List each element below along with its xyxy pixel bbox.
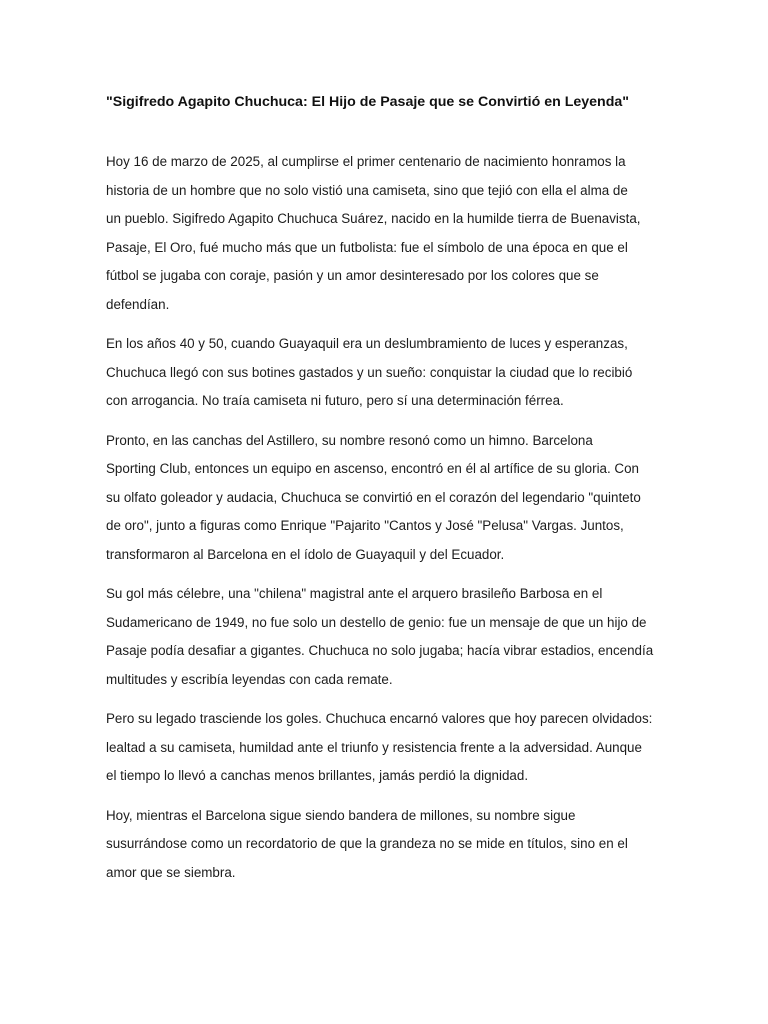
paragraph-line: lealtad a su camiseta, humildad ante el triunfo y resistencia frente a la adversidad. Aunque	[106, 739, 642, 755]
paragraph-line: En los años 40 y 50, cuando Guayaquil era un deslumbramiento de luces y esperanzas,	[106, 336, 628, 351]
paragraph	[106, 330, 662, 416]
paragraph-line: fútbol se jugaba con coraje, pasión y un amor desinteresado por los colores que se	[106, 268, 599, 283]
document-title: "Sigifredo Agapito Chuchuca: El Hijo de Pasaje que se Convirtió en Leyenda"	[106, 94, 629, 110]
paragraph-line: Hoy, mientras el Barcelona sigue siendo bandera de millones, su nombre sigue	[106, 807, 576, 823]
paragraph-line: Sporting Club, entonces un equipo en ascenso, encontró en él al artífice de su gloria. Con	[106, 461, 639, 476]
paragraph-line: su olfato goleador y audacia, Chuchuca se convirtió en el corazón del legendario "quinteto	[106, 489, 641, 505]
paragraph-line: de oro", junto a figuras como Enrique "Pajarito "Cantos y José "Pelusa" Vargas. Juntos,	[106, 518, 624, 533]
paragraph-line: Chuchuca llegó con sus botines gastados y un sueño: conquistar la ciudad que lo recibió	[106, 364, 633, 380]
paragraph	[106, 802, 662, 888]
document-body	[106, 148, 662, 898]
paragraph-line: amor que se siembra.	[106, 864, 236, 880]
paragraph-line: Su gol más célebre, una "chilena" magistral ante el arquero brasileño Barbosa en el	[106, 586, 603, 601]
paragraph	[106, 427, 662, 570]
paragraph	[106, 580, 662, 694]
paragraph	[106, 705, 662, 791]
paragraph-line: Pero su legado trasciende los goles. Chuchuca encarnó valores que hoy parecen olvidados:	[106, 711, 653, 726]
paragraph-line: susurrándose como un recordatorio de que la grandeza no se mide en títulos, sino en el	[106, 836, 628, 851]
paragraph-line: defendían.	[106, 296, 170, 312]
paragraph-line: con arrogancia. No traía camiseta ni futuro, pero sí una determinación férrea.	[106, 393, 564, 408]
paragraph-line: un pueblo. Sigifredo Agapito Chuchuca Suárez, nacido en la humilde tierra de Buenavista,	[106, 211, 641, 226]
paragraph-line: historia de un hombre que no solo vistió una camiseta, sino que tejió con ella el alma de	[106, 182, 628, 198]
paragraph-line: Hoy 16 de marzo de 2025, al cumplirse el primer centenario de nacimiento honramos la	[106, 154, 626, 169]
paragraph	[106, 148, 662, 319]
paragraph-line: multitudes y escribía leyendas con cada remate.	[106, 671, 393, 687]
paragraph-line: Pasaje, El Oro, fué mucho más que un futbolista: fue el símbolo de una época en que el	[106, 239, 628, 255]
paragraph-line: Sudamericano de 1949, no fue solo un destello de genio: fue un mensaje de que un hijo de	[106, 614, 647, 630]
paragraph-line: el tiempo lo llevó a canchas menos brillantes, jamás perdió la dignidad.	[106, 768, 529, 783]
paragraph-line: Pasaje podía desafiar a gigantes. Chuchuca no solo jugaba; hacía vibrar estadios, encendía	[106, 643, 654, 658]
document-page	[106, 0, 662, 1024]
paragraph-line: Pronto, en las canchas del Astillero, su nombre resonó como un himno. Barcelona	[106, 432, 593, 448]
paragraph-line: transformaron al Barcelona en el ídolo de Guayaquil y del Ecuador.	[106, 546, 505, 562]
